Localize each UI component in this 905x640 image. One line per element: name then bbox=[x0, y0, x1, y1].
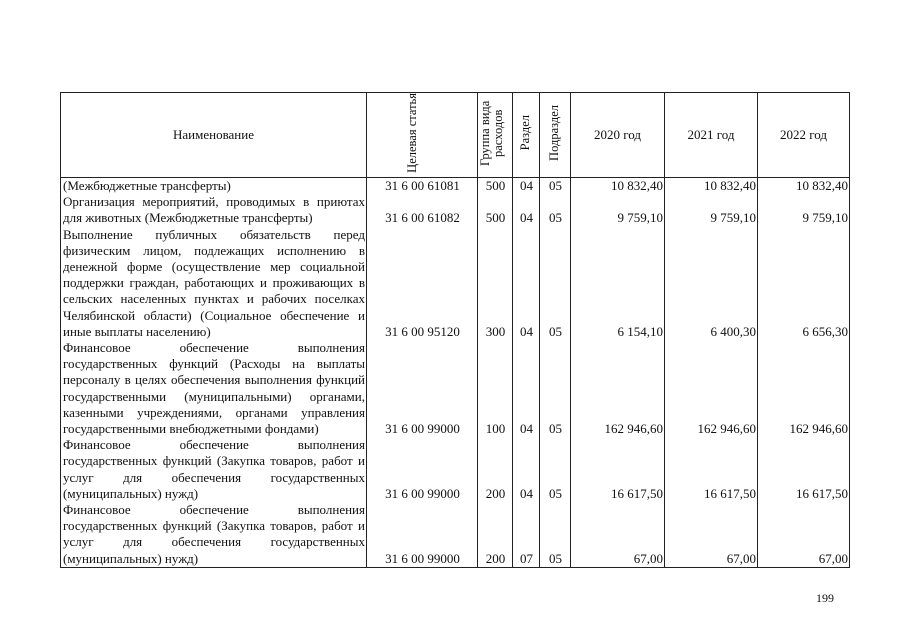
row-section: 04 bbox=[513, 340, 540, 437]
header-group: Группа вида расходов bbox=[478, 93, 513, 178]
row-amount-2022: 9 759,10 bbox=[758, 194, 850, 226]
row-name: Финансовое обеспечение выполнения государственных функций (Закупка товаров, работ и услуг для обеспечения государственных (муниципальных) нужд) bbox=[61, 502, 367, 567]
row-name: Финансовое обеспечение выполнения государственных функций (Закупка товаров, работ и услуг для обеспечения государственных (муниципальных) нужд) bbox=[61, 437, 367, 502]
row-section: 04 bbox=[513, 437, 540, 502]
row-name: (Межбюджетные трансферты) bbox=[61, 178, 367, 195]
row-group: 500 bbox=[478, 194, 513, 226]
row-amount-2020: 10 832,40 bbox=[571, 178, 665, 195]
header-2020: 2020 год bbox=[571, 93, 665, 178]
row-amount-2022: 6 656,30 bbox=[758, 227, 850, 340]
row-target-code: 31 6 00 95120 bbox=[367, 227, 478, 340]
row-amount-2020: 6 154,10 bbox=[571, 227, 665, 340]
row-section: 04 bbox=[513, 227, 540, 340]
table-row bbox=[61, 340, 850, 437]
page-number: 199 bbox=[816, 591, 834, 605]
row-section: 04 bbox=[513, 178, 540, 195]
table-row bbox=[61, 178, 850, 195]
row-subsection: 05 bbox=[540, 340, 571, 437]
row-subsection: 05 bbox=[540, 194, 571, 226]
header-2022: 2022 год bbox=[758, 93, 850, 178]
header-2021: 2021 год bbox=[665, 93, 758, 178]
row-target-code: 31 6 00 99000 bbox=[367, 340, 478, 437]
row-subsection: 05 bbox=[540, 178, 571, 195]
row-section: 04 bbox=[513, 194, 540, 226]
row-amount-2022: 67,00 bbox=[758, 502, 850, 567]
row-amount-2021: 16 617,50 bbox=[665, 437, 758, 502]
row-target-code: 31 6 00 99000 bbox=[367, 502, 478, 567]
row-amount-2022: 162 946,60 bbox=[758, 340, 850, 437]
table-row bbox=[61, 437, 850, 502]
row-amount-2022: 10 832,40 bbox=[758, 178, 850, 195]
row-amount-2021: 10 832,40 bbox=[665, 178, 758, 195]
row-name: Выполнение публичных обязательств перед физическим лицом, подлежащих исполнению в денежной форме (осуществление мер социальной поддержки граждан, работающих и проживающих в сельских населенных пунктах и рабочих поселках Челябинской области) (Социальное обеспечение и иные выплаты населению) bbox=[61, 227, 367, 340]
row-amount-2021: 162 946,60 bbox=[665, 340, 758, 437]
row-amount-2021: 9 759,10 bbox=[665, 194, 758, 226]
row-group: 100 bbox=[478, 340, 513, 437]
row-target-code: 31 6 00 61082 bbox=[367, 194, 478, 226]
table-body bbox=[61, 178, 850, 568]
row-group: 200 bbox=[478, 437, 513, 502]
row-section: 07 bbox=[513, 502, 540, 567]
table-row bbox=[61, 502, 850, 567]
header-target: Целевая статья bbox=[367, 93, 478, 178]
table-row bbox=[61, 194, 850, 226]
row-subsection: 05 bbox=[540, 437, 571, 502]
row-amount-2021: 6 400,30 bbox=[665, 227, 758, 340]
row-subsection: 05 bbox=[540, 502, 571, 567]
row-target-code: 31 6 00 99000 bbox=[367, 437, 478, 502]
row-amount-2020: 162 946,60 bbox=[571, 340, 665, 437]
row-group: 500 bbox=[478, 178, 513, 195]
row-amount-2022: 16 617,50 bbox=[758, 437, 850, 502]
table-row bbox=[61, 227, 850, 340]
header-name: Наименование bbox=[61, 93, 367, 178]
header-subsection: Подраздел bbox=[540, 93, 571, 178]
row-amount-2020: 67,00 bbox=[571, 502, 665, 567]
row-amount-2020: 16 617,50 bbox=[571, 437, 665, 502]
row-name: Финансовое обеспечение выполнения государственных функций (Расходы на выплаты персоналу в целях обеспечения выполнения функций государственными (муниципальными) органами, казенными учреждениями, органами управления государственными внебюджетными фондами) bbox=[61, 340, 367, 437]
row-group: 200 bbox=[478, 502, 513, 567]
row-target-code: 31 6 00 61081 bbox=[367, 178, 478, 195]
row-amount-2021: 67,00 bbox=[665, 502, 758, 567]
row-group: 300 bbox=[478, 227, 513, 340]
budget-table bbox=[60, 92, 850, 568]
table-header-row bbox=[61, 93, 850, 178]
row-amount-2020: 9 759,10 bbox=[571, 194, 665, 226]
header-section: Раздел bbox=[513, 93, 540, 178]
row-subsection: 05 bbox=[540, 227, 571, 340]
row-name: Организация мероприятий, проводимых в приютах для животных (Межбюджетные трансферты) bbox=[61, 194, 367, 226]
